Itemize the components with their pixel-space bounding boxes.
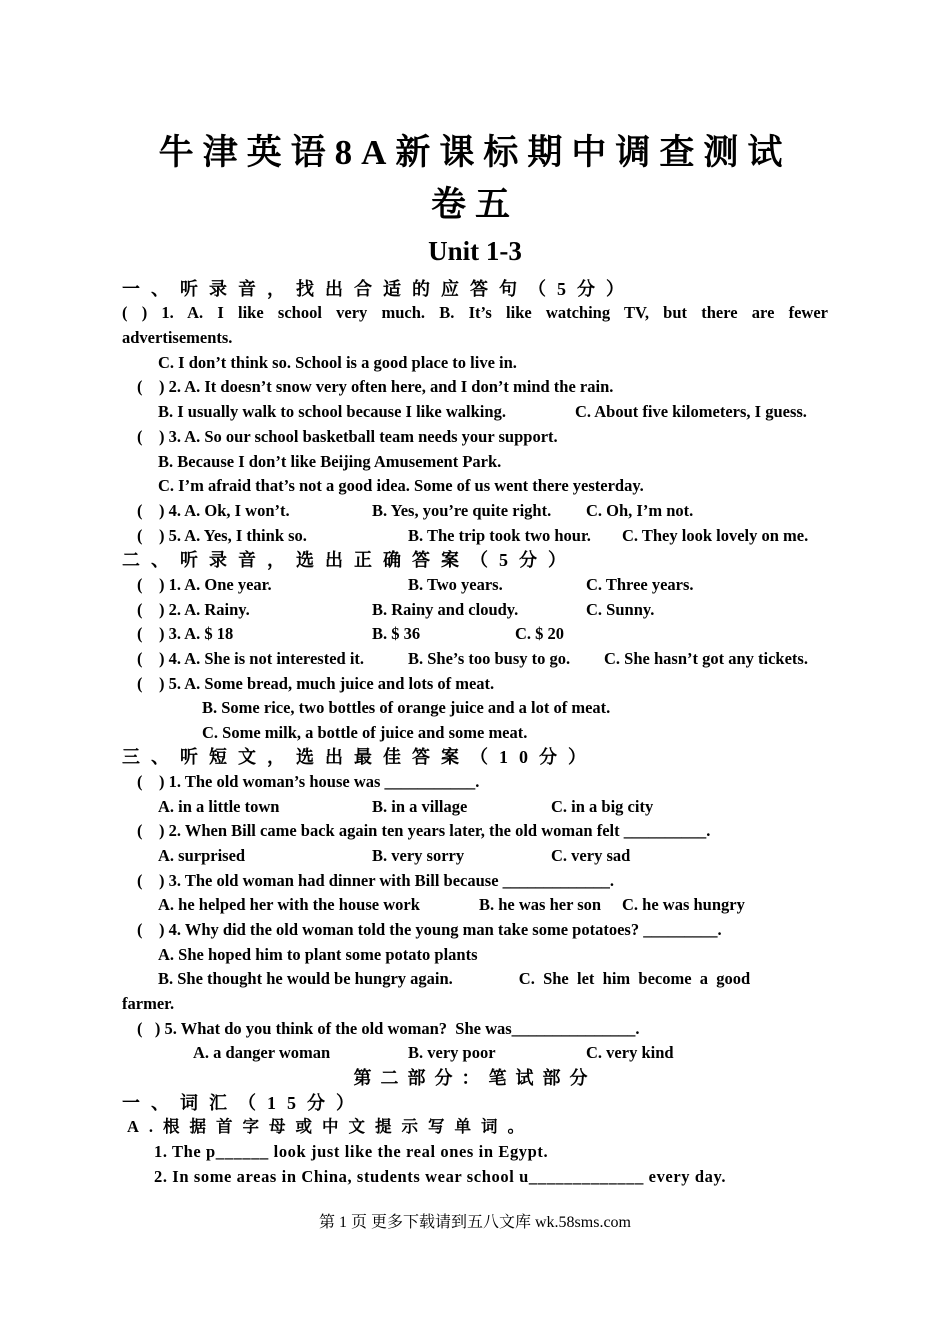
question-2-2-option-c: C. Sunny. — [586, 600, 655, 619]
section3-heading: 三、听短文，选出最佳答案（10分） — [122, 747, 597, 767]
question-2-1-option-b: B. Two years. — [408, 575, 503, 594]
unit-heading: Unit 1-3 — [428, 236, 522, 266]
part2-heading: 第二部分：笔试部分 — [353, 1068, 597, 1088]
question-3-2-option-c: C. very sad — [551, 846, 631, 865]
question-1-2-option-c: C. About five kilometers, I guess. — [575, 402, 807, 421]
question-3-5: ( ) 5. What do you think of the old woman? She was_______________. — [137, 1019, 640, 1038]
question-3-4-cont: farmer. — [122, 994, 175, 1013]
question-3-1-option-c: C. in a big city — [551, 797, 654, 816]
vocab-item-2: 2. In some areas in China, students wear school u_____________ every day. — [154, 1167, 727, 1186]
question-2-4-option-c: C. She hasn’t got any tickets. — [604, 649, 808, 668]
question-3-3: ( ) 3. The old woman had dinner with Bill because _____________. — [137, 871, 615, 890]
question-1-3-option-c: C. I’m afraid that’s not a good idea. Some of us went there yesterday. — [158, 476, 644, 495]
question-3-3-option-a: A. he helped her with the house work — [158, 895, 420, 914]
question-2-2-option-b: B. Rainy and cloudy. — [372, 600, 519, 619]
question-1-5-option-c: C. They look lovely on me. — [622, 526, 809, 545]
question-2-4: ( ) 4. A. She is not interested it. — [137, 649, 365, 668]
question-3-2-option-a: A. surprised — [158, 846, 246, 865]
question-3-1-option-b: B. in a village — [372, 797, 468, 816]
question-3-3-option-b: B. he was her son — [479, 895, 602, 914]
page-footer: 第 1 页 更多下载请到五八文库 wk.58sms.com — [318, 1214, 631, 1231]
question-2-3: ( ) 3. A. $ 18 — [137, 624, 234, 643]
question-1-4: ( ) 4. A. Ok, I won’t. — [137, 501, 290, 520]
question-3-1: ( ) 1. The old woman’s house was ___________. — [137, 772, 480, 791]
question-1-3-option-b: B. Because I don’t like Beijing Amusement Park. — [158, 452, 502, 471]
question-1-2: ( ) 2. A. It doesn’t snow very often here, and I don’t mind the rain. — [137, 377, 614, 396]
question-3-5-option-a: A. a danger woman — [193, 1043, 331, 1062]
vocab-heading: 一、词汇（15分） — [122, 1093, 365, 1113]
question-2-4-option-b: B. She’s too busy to go. — [408, 649, 571, 668]
question-1-4-option-b: B. Yes, you’re quite right. — [372, 501, 552, 520]
question-2-3-option-c: C. $ 20 — [515, 624, 565, 643]
question-1-1-option-c: C. I don’t think so. School is a good place to live in. — [158, 353, 517, 372]
question-3-5-option-b: B. very poor — [408, 1043, 496, 1062]
question-3-4-option-bc: B. She thought he would be hungry again. C. She let him become a good — [158, 969, 751, 988]
question-3-3-option-c: C. he was hungry — [622, 895, 745, 914]
vocab-sub-a: A.根据首字母或中文提示写单词。 — [127, 1117, 535, 1136]
question-2-1: ( ) 1. A. One year. — [137, 575, 272, 594]
question-3-1-option-a: A. in a little town — [158, 797, 280, 816]
question-2-5-option-c: C. Some milk, a bottle of juice and some meat. — [202, 723, 528, 742]
section1-heading: 一、听录音，找出合适的应答句（5分） — [122, 279, 635, 299]
question-3-4-option-a: A. She hoped him to plant some potato plants — [158, 945, 478, 964]
question-1-5-option-b: B. The trip took two hour. — [408, 526, 591, 545]
question-3-2: ( ) 2. When Bill came back again ten years later, the old woman felt __________. — [137, 821, 711, 840]
document-title-line1: 牛津英语8A新课标期中调查测试 — [158, 133, 792, 172]
document-title-line2: 卷五 — [430, 185, 519, 224]
question-2-2: ( ) 2. A. Rainy. — [137, 600, 250, 619]
question-1-3: ( ) 3. A. So our school basketball team needs your support. — [137, 427, 558, 446]
section2-heading: 二、听录音，选出正确答案（5分） — [122, 550, 577, 570]
question-2-5: ( ) 5. A. Some bread, much juice and lots of meat. — [137, 674, 495, 693]
question-2-1-option-c: C. Three years. — [586, 575, 694, 594]
question-3-5-option-c: C. very kind — [586, 1043, 674, 1062]
question-1-1: ( ) 1. A. I like school very much. B. It’s like watching TV, but there are fewer — [122, 303, 828, 322]
question-1-2-option-b: B. I usually walk to school because I like walking. — [158, 402, 506, 421]
question-3-4: ( ) 4. Why did the old woman told the young man take some potatoes? _________. — [137, 920, 722, 939]
question-1-4-option-c: C. Oh, I’m not. — [586, 501, 694, 520]
vocab-item-1: 1. The p______ look just like the real ones in Egypt. — [154, 1142, 549, 1161]
question-2-5-option-b: B. Some rice, two bottles of orange juice and a lot of meat. — [202, 698, 611, 717]
question-2-3-option-b: B. $ 36 — [372, 624, 421, 643]
question-1-5: ( ) 5. A. Yes, I think so. — [137, 526, 307, 545]
question-1-1-cont: advertisements. — [122, 328, 233, 347]
question-3-2-option-b: B. very sorry — [372, 846, 465, 865]
